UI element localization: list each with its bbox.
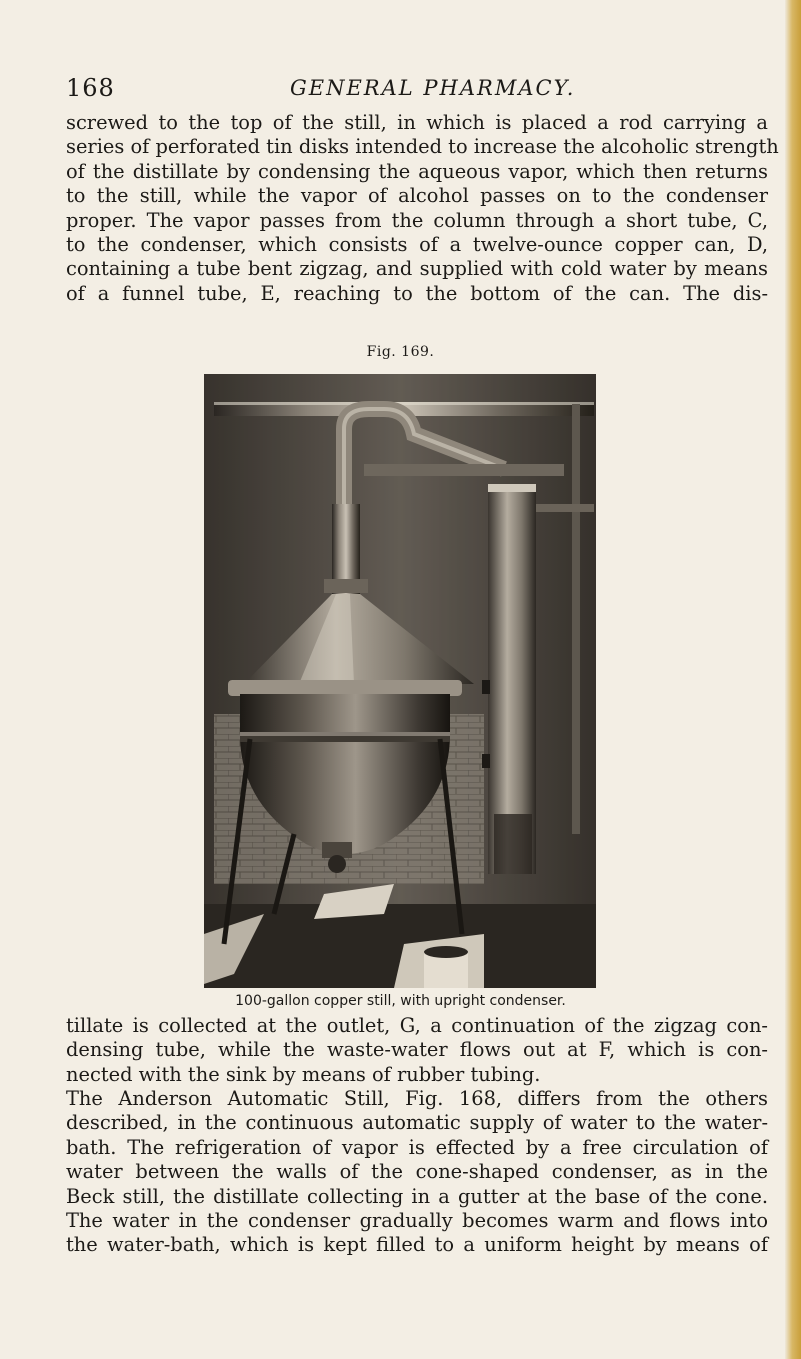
text-line: The water in the condenser gradually becomes warm and flows into bbox=[66, 1209, 768, 1233]
page-number: 168 bbox=[66, 74, 115, 102]
text-line: the water-bath, which is kept filled to a uniform height by means of bbox=[66, 1233, 768, 1257]
text-line: to the still, while the vapor of alcohol passes on to the condenser bbox=[66, 184, 768, 208]
figure-label: Fig. 169. bbox=[366, 344, 435, 360]
text-line: water between the walls of the cone-shaped condenser, as in the bbox=[66, 1160, 768, 1184]
text-line: to the condenser, which consists of a twelve-ounce copper can, D, bbox=[66, 233, 768, 257]
text-line: of a funnel tube, E, reaching to the bottom of the can. The dis- bbox=[66, 281, 768, 305]
text-line: screwed to the top of the still, in which is placed a rod carrying a bbox=[66, 111, 768, 134]
paragraph-3 bbox=[66, 1087, 768, 1258]
page-edge-gilt bbox=[785, 0, 801, 1359]
text-line: proper. The vapor passes from the column through a short tube, C, bbox=[66, 208, 768, 232]
text-line: containing a tube bent zigzag, and supplied with cold water by means bbox=[66, 257, 768, 281]
running-head bbox=[66, 74, 738, 104]
text-line: densing tube, while the waste-water flows out at F, which is con- bbox=[66, 1038, 768, 1062]
paragraph-2 bbox=[66, 1014, 768, 1087]
text-line: of the distillate by condensing the aqueous vapor, which then returns bbox=[66, 159, 768, 183]
paragraph-1 bbox=[66, 111, 779, 306]
text-line: Beck still, the distillate collecting in a gutter at the base of the cone. bbox=[66, 1184, 768, 1208]
text-line: tillate is collected at the outlet, G, a continuation of the zigzag con- bbox=[66, 1014, 768, 1037]
text-line: series of perforated tin disks intended to increase the alcoholic strength bbox=[66, 135, 779, 159]
running-title: GENERAL PHARMACY. bbox=[290, 76, 576, 100]
text-line: The Anderson Automatic Still, Fig. 168, differs from the others bbox=[66, 1087, 768, 1110]
text-line: nected with the sink by means of rubber tubing. bbox=[66, 1062, 541, 1086]
figure-caption: 100-gallon copper still, with upright condenser. bbox=[235, 993, 566, 1009]
text-line: described, in the continuous automatic supply of water to the water- bbox=[66, 1111, 768, 1135]
figure-photo bbox=[204, 374, 596, 988]
copper-still-illustration bbox=[204, 374, 596, 988]
text-line: bath. The refrigeration of vapor is effected by a free circulation of bbox=[66, 1135, 768, 1159]
